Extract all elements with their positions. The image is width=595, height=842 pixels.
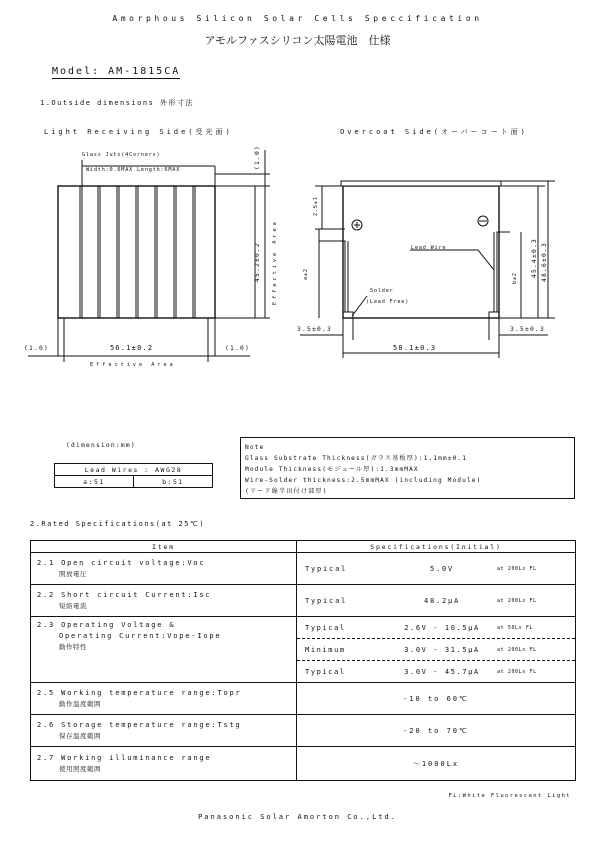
spec-cond: at 200Lx FL xyxy=(497,668,537,675)
dim-58-1: 58.1±0.3 xyxy=(393,344,437,352)
sub-row xyxy=(297,617,575,639)
table-row xyxy=(31,585,576,617)
col-spec: Specifications(Initial) xyxy=(297,541,576,553)
dim-56-1: 56.1±0.2 xyxy=(110,344,154,352)
spec-value: 3.0V - 31.5μA xyxy=(404,645,480,654)
fl-note: FL:White Fluorescent Light xyxy=(448,793,571,799)
dimension-unit: (dimension:mm) xyxy=(66,442,136,449)
row-no: 2.5 xyxy=(37,688,56,697)
spec-label: Minimum xyxy=(305,645,346,654)
row-en: Short circuit Current:Isc xyxy=(61,590,212,599)
row-jp: 動作温度範囲 xyxy=(59,699,101,708)
row-en: Working temperature range:Topr xyxy=(61,688,242,697)
cell-strips xyxy=(80,186,195,318)
row-jp: 使用照度範囲 xyxy=(59,764,101,773)
lead-free-label: (Lead Free) xyxy=(366,299,410,305)
sub-row xyxy=(297,639,575,661)
spec-cond: at 200Lx FL xyxy=(497,646,537,653)
overcoat-side-label: Overcoat Side(オーバーコート面) xyxy=(340,128,528,136)
effective-area-vertical: Effective Area xyxy=(272,219,278,305)
spec-value: -20 to 70℃ xyxy=(297,715,576,747)
dim-3-5-right: 3.5±0.3 xyxy=(510,326,545,333)
glass-juts-label: Glass Juts(4Corners) xyxy=(82,152,161,158)
spec-cond: at 200Lx FL xyxy=(497,565,537,572)
spec-value: 48.2μA xyxy=(423,596,461,605)
table-row xyxy=(31,617,576,683)
lead-wires-header: Lead Wires : AWG28 xyxy=(55,464,213,476)
row-no: 2.7 xyxy=(37,753,56,762)
table-row xyxy=(31,553,576,585)
note-box xyxy=(240,437,575,499)
spec-label: Typical xyxy=(305,623,346,632)
row-en: Working illuminance range xyxy=(61,753,212,762)
spec-value: 3.0V - 45.7μA xyxy=(404,667,480,676)
table-row xyxy=(31,683,576,715)
row-no: 2.1 xyxy=(37,558,56,567)
light-side-label: Light Receiving Side(受光面) xyxy=(44,128,233,136)
spec-cond: at 50Lx FL xyxy=(497,624,534,631)
dim-1-0-top: (1.0) xyxy=(254,145,261,170)
dim-b: b±2 xyxy=(512,272,518,284)
spec-value: 5.0V xyxy=(429,564,455,573)
company-name: Panasonic Solar Amorton Co.,Ltd. xyxy=(198,813,397,821)
col-item: Item xyxy=(31,541,297,553)
spec-table xyxy=(30,540,576,781)
lead-wire-b: b:51 xyxy=(133,476,212,488)
lead-wire-label: Lead Wire xyxy=(411,245,447,251)
dim-1-0-right: (1.0) xyxy=(225,345,250,352)
table-row xyxy=(31,715,576,747)
dim-a: a±2 xyxy=(303,268,309,280)
dim-45-2: 45.2±0.2 xyxy=(254,242,261,282)
row-no: 2.6 xyxy=(37,720,56,729)
dim-48-6: 48.6±0.3 xyxy=(541,242,548,282)
spec-value: ～1000Lx xyxy=(297,747,576,781)
row-no: 2.3 xyxy=(37,621,56,629)
spec-value: -10 to 60℃ xyxy=(297,683,576,715)
lead-wire-a: a:51 xyxy=(55,476,134,488)
note-line: (リード線半田付け部厚) xyxy=(245,488,328,495)
model-number: Model: AM-1815CA xyxy=(52,66,181,77)
table-row xyxy=(31,747,576,781)
solder-label: Solder xyxy=(370,288,394,294)
title-jp: アモルファスシリコン太陽電池 仕様 xyxy=(204,34,391,47)
row-en2: Operating Current:Vope-Iope xyxy=(59,632,222,640)
spec-label: Typical xyxy=(305,667,346,676)
dim-3-5-left: 3.5±0.3 xyxy=(297,326,332,333)
row-en: Operating Voltage & xyxy=(61,621,176,629)
dim-45-4: 45.4±0.3 xyxy=(531,238,538,278)
row-jp: 保存温度範囲 xyxy=(59,731,101,740)
lead-wires-table xyxy=(54,463,213,488)
note-line: Glass Substrate Thickness(ガラス基板厚):1.1mm±0.1 xyxy=(245,455,468,462)
sub-row xyxy=(297,661,575,682)
title-en: Amorphous Silicon Solar Cells Speccification xyxy=(112,14,483,23)
dim-1-0-left: (1.0) xyxy=(24,345,49,352)
dim-2-5: 2.5±1 xyxy=(313,196,319,216)
row-jp: 動作特性 xyxy=(59,643,87,651)
spec-cond: at 200Lx FL xyxy=(497,597,537,604)
row-en: Open circuit voltage:Voc xyxy=(61,558,206,567)
section1-heading: 1.Outside dimensions 外形寸法 xyxy=(40,99,195,107)
row-jp: 短絡電流 xyxy=(59,601,87,610)
width-length-label: Width:0.6MAX Length:6MAX xyxy=(86,167,181,173)
row-no: 2.2 xyxy=(37,590,56,599)
note-line: Wire-Solder thickness:2.5mmMAX (including Module) xyxy=(245,477,482,484)
spec-value: 2.6V - 10.5μA xyxy=(404,623,480,632)
spec-label: Typical xyxy=(305,596,348,605)
row-jp: 開放電圧 xyxy=(59,569,87,578)
note-title: Note xyxy=(245,444,265,451)
note-line: Module Thickness(モジュール厚):1.3mmMAX xyxy=(245,466,419,473)
section2-heading: 2.Rated Specifications(at 25℃) xyxy=(30,520,206,528)
effective-area-horizontal: Effective Area xyxy=(90,362,176,368)
spec-label: Typical xyxy=(305,564,348,573)
row-en: Storage temperature range:Tstg xyxy=(61,720,242,729)
